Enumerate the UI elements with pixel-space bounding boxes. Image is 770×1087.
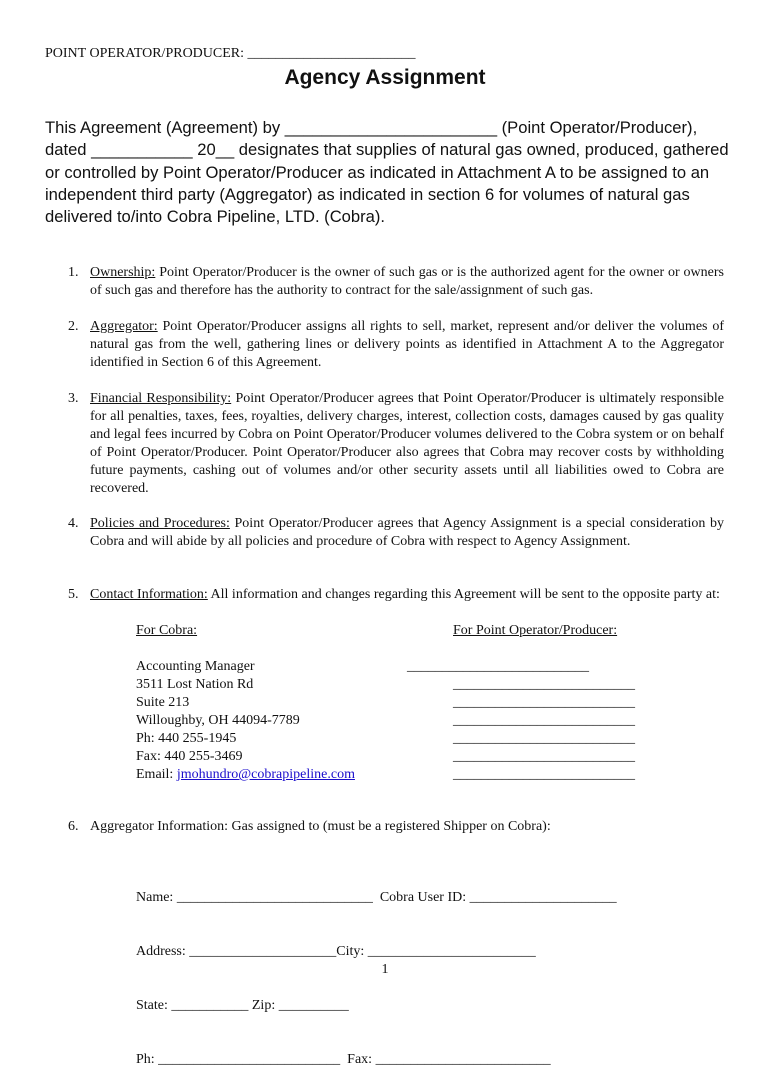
item-number: 4. — [68, 516, 79, 531]
item-heading: Ownership: — [90, 265, 156, 280]
cobra-line: 3511 Lost Nation Rd — [136, 677, 254, 692]
page-number: 1 — [381, 962, 389, 977]
item-financial-responsibility — [68, 390, 724, 498]
cobra-line: Fax: 440 255-3469 — [136, 749, 243, 764]
producer-blank[interactable]: __________________________ — [453, 749, 635, 764]
producer-blank[interactable]: __________________________ — [453, 713, 635, 728]
item-aggregator-information — [68, 818, 724, 836]
aggregator-name-row[interactable]: Name: ____________________________ Cobra User ID: _____________________ — [136, 890, 617, 905]
item-number: 2. — [68, 319, 79, 334]
aggregator-phone-row[interactable]: Ph: __________________________ Fax: _________________________ — [136, 1052, 551, 1067]
intro-paragraph: This Agreement (Agreement) by _______________________ (Point Operator/Producer), dated ___________ 20__ designates that supplies of natural gas owned, produced, gathered or controlled by Point Operator/Producer as indicated in Attachment A to be assigned to an independent third party (Aggregator) as indicated in section 6 for volumes of natural gas delivered to/into Cobra Pipeline, LTD. (Cobra). — [45, 118, 729, 227]
aggregator-state-row[interactable]: State: ___________ Zip: __________ — [136, 998, 349, 1013]
item-heading: Aggregator: — [90, 319, 158, 334]
item-text: Point Operator/Producer agrees that Point Operator/Producer is ultimately responsible for all penalties, taxes, fees, royalties, delivery charges, interest, collection costs, damages caused by gas quality and legal fees incurred by Cobra on Point Operator/Producer volumes delivered to the Cobra system or on behalf of Point Operator/Producer. Point Operator/Producer also agrees that Cobra may recover costs by withholding future payments, cashing out of volumes and/or other security assets until all liabilities owed to Cobra are recovered. — [90, 391, 724, 496]
item-number: 5. — [68, 587, 79, 602]
aggregator-address-row[interactable]: Address: _____________________City: ________________________ — [136, 944, 536, 959]
item-text: Point Operator/Producer agrees that Agency Assignment is a special consideration by Cobra and will abide by all policies and procedure of Cobra with respect to Agency Assignment. — [90, 516, 724, 549]
item-number: 1. — [68, 265, 79, 280]
producer-blank[interactable]: __________________________ — [453, 677, 635, 692]
producer-heading-text: For Point Operator/Producer: — [453, 623, 618, 638]
item-text: Aggregator Information: Gas assigned to (must be a registered Shipper on Cobra): — [90, 819, 551, 834]
item-policies-procedures — [68, 515, 724, 551]
item-contact-information — [68, 586, 724, 604]
item-text: All information and changes regarding this Agreement will be sent to the opposite party at: — [207, 587, 720, 602]
producer-blank[interactable] — [453, 676, 635, 784]
email-label: Email: — [136, 767, 177, 782]
header-blank[interactable]: ________________________ — [247, 46, 416, 61]
producer-blank[interactable]: __________________________ — [453, 731, 635, 746]
cobra-contact — [136, 622, 355, 784]
page-title: Agency Assignment — [284, 66, 486, 89]
producer-blank[interactable]: __________________________ — [407, 659, 589, 674]
item-number: 6. — [68, 819, 79, 834]
item-heading: Contact Information: — [90, 587, 208, 602]
cobra-line: Accounting Manager — [136, 659, 255, 674]
cobra-line: Suite 213 — [136, 695, 190, 710]
item-text: Point Operator/Producer assigns all rights to sell, market, represent and/or deliver the volumes of natural gas from the well, gathering lines or delivery points as identified in Attachment A to the Aggregator identified in Section 6 of this Agreement. — [90, 319, 724, 370]
item-aggregator — [68, 318, 724, 372]
item-heading: Policies and Procedures: — [90, 516, 230, 531]
producer-blank[interactable]: __________________________ — [453, 767, 635, 782]
cobra-line: Willoughby, OH 44094-7789 — [136, 713, 300, 728]
point-operator-header — [45, 46, 416, 62]
item-heading: Financial Responsibility: — [90, 391, 232, 406]
email-link[interactable]: jmohundro@cobrapipeline.com — [176, 767, 355, 782]
item-ownership — [68, 264, 724, 300]
cobra-line: Ph: 440 255-1945 — [136, 731, 237, 746]
producer-heading — [453, 622, 617, 640]
header-label: POINT OPERATOR/PRODUCER: — [45, 46, 245, 61]
cobra-heading: For Cobra: — [136, 623, 198, 638]
item-text: Point Operator/Producer is the owner of such gas or is the authorized agent for the owner or owners of such gas and therefore has the authority to contract for the sale/assignment of such gas. — [90, 265, 724, 298]
producer-blank[interactable]: __________________________ — [453, 695, 635, 710]
item-number: 3. — [68, 391, 79, 406]
